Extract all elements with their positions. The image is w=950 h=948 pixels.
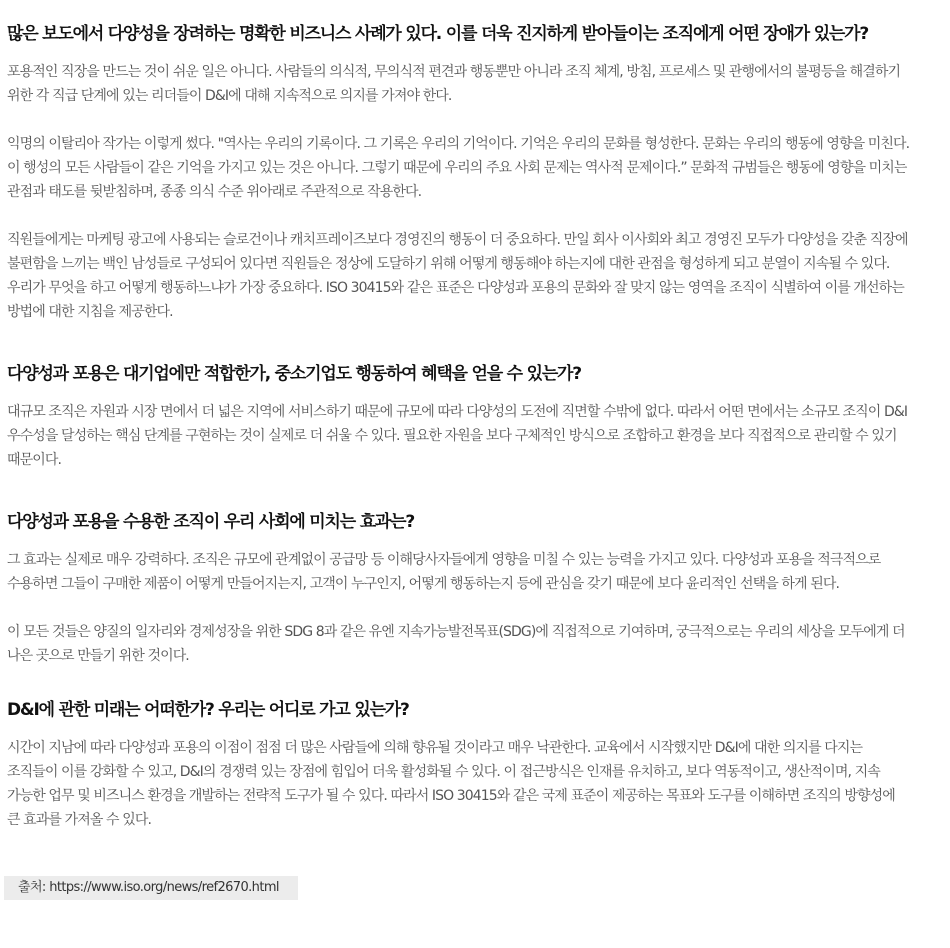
- section-spacer: [7, 472, 947, 506]
- section-heading: 다양성과 포용을 수용한 조직이 우리 사회에 미치는 효과는?: [7, 512, 415, 532]
- paragraph: 시간이 지남에 따라 다양성과 포용의 이점이 점점 더 많은 사람들에 의해 향유될 것이라고 매우 낙관한다. 교육에서 시작했지만 D&I에 대한 의지를 다지는 조직들이 이를 강화할 수 있고, D&I의 경쟁력 있는 장점에 힘입어 더욱 활성화될 수 있다. 이 접근방식은 인재를 유치하고, 보다 역동적이고, 생산적이며, 지속 가능한 업무 및 비즈니스 환경을 개발하는 전략적 도구가 될 수 있다. 따라서 ISO 30415와 같은 국제 표준이 제공하는 목표와 도구를 이해하면 조직의 방향성에 큰 효과를 가져올 수 있다.: [7, 740, 895, 828]
- section-heading: D&I에 관한 미래는 어떠한가? 우리는 어디로 가고 있는가?: [7, 700, 409, 720]
- section-spacer: [7, 324, 947, 358]
- source-citation: 출처: https://www.iso.org/news/ref2670.html: [4, 876, 298, 900]
- article-body: [7, 18, 947, 832]
- paragraph: 포용적인 직장을 만드는 것이 쉬운 일은 아니다. 사람들의 의식적, 무의식적 편견과 행동뿐만 아니라 조직 체계, 방침, 프로세스 및 관행에서의 불평등을 해결하기 위한 각 직급 단계에 있는 리더들이 D&I에 대해 지속적으로 의지를 가져야 한다.: [7, 64, 901, 104]
- section-sme: [7, 358, 947, 472]
- section-obstacles: [7, 18, 947, 324]
- paragraph: 그 효과는 실제로 매우 강력하다. 조직은 규모에 관계없이 공급망 등 이해당사자들에게 영향을 미칠 수 있는 능력을 가지고 있다. 다양성과 포용을 적극적으로 수용하면 그들이 구매한 제품이 어떻게 만들어지는지, 고객이 누구인지, 어떻게 행동하는지 등에 관심을 갖기 때문에 보다 윤리적인 선택을 하게 된다.: [7, 552, 881, 592]
- paragraph: 대규모 조직은 자원과 시장 면에서 더 넓은 지역에 서비스하기 때문에 규모에 따라 다양성의 도전에 직면할 수밖에 없다. 따라서 어떤 면에서는 소규모 조직이 D&I 우수성을 달성하는 핵심 단계를 구현하는 것이 실제로 더 쉬울 수 있다. 필요한 자원을 보다 구체적인 방식으로 조합하고 환경을 보다 직접적으로 관리할 수 있기 때문이다.: [7, 404, 908, 468]
- section-spacer: [7, 668, 947, 694]
- section-heading: 많은 보도에서 다양성을 장려하는 명확한 비즈니스 사례가 있다. 이를 더욱 진지하게 받아들이는 조직에게 어떤 장애가 있는가?: [7, 24, 869, 44]
- section-society-effect: [7, 506, 947, 668]
- paragraph: 이 모든 것들은 양질의 일자리와 경제성장을 위한 SDG 8과 같은 유엔 지속가능발전목표(SDG)에 직접적으로 기여하며, 궁극적으로는 우리의 세상을 모두에게 더 나은 곳으로 만들기 위한 것이다.: [7, 624, 905, 664]
- section-heading: 다양성과 포용은 대기업에만 적합한가, 중소기업도 행동하여 혜택을 얻을 수 있는가?: [7, 364, 581, 384]
- paragraph: 직원들에게는 마케팅 광고에 사용되는 슬로건이나 캐치프레이즈보다 경영진의 행동이 더 중요하다. 만일 회사 이사회와 최고 경영진 모두가 다양성을 갖춘 직장에 불편함을 느끼는 백인 남성들로 구성되어 있다면 직원들은 정상에 도달하기 위해 어떻게 행동해야 하는지에 대한 관점을 형성하게 되고 분열이 지속될 수 있다. 우리가 무엇을 하고 어떻게 행동하느냐가 가장 중요하다. ISO 30415와 같은 표준은 다양성과 포용의 문화와 잘 맞지 않는 영역을 조직이 식별하여 이를 개선하는 방법에 대한 지침을 제공한다.: [7, 232, 908, 320]
- section-future: [7, 694, 947, 832]
- paragraph: 익명의 이탈리아 작가는 이렇게 썼다. "역사는 우리의 기록이다. 그 기록은 우리의 기억이다. 기억은 우리의 문화를 형성한다. 문화는 우리의 행동에 영향을 미친다. 이 행성의 모든 사람들이 같은 기억을 가지고 있는 것은 아니다. 그렇기 때문에 우리의 주요 사회 문제는 역사적 문제이다.” 문화적 규범들은 행동에 영향을 미치는 관점과 태도를 뒷받침하며, 종종 의식 수준 위아래로 주관적으로 작용한다.: [7, 136, 910, 200]
